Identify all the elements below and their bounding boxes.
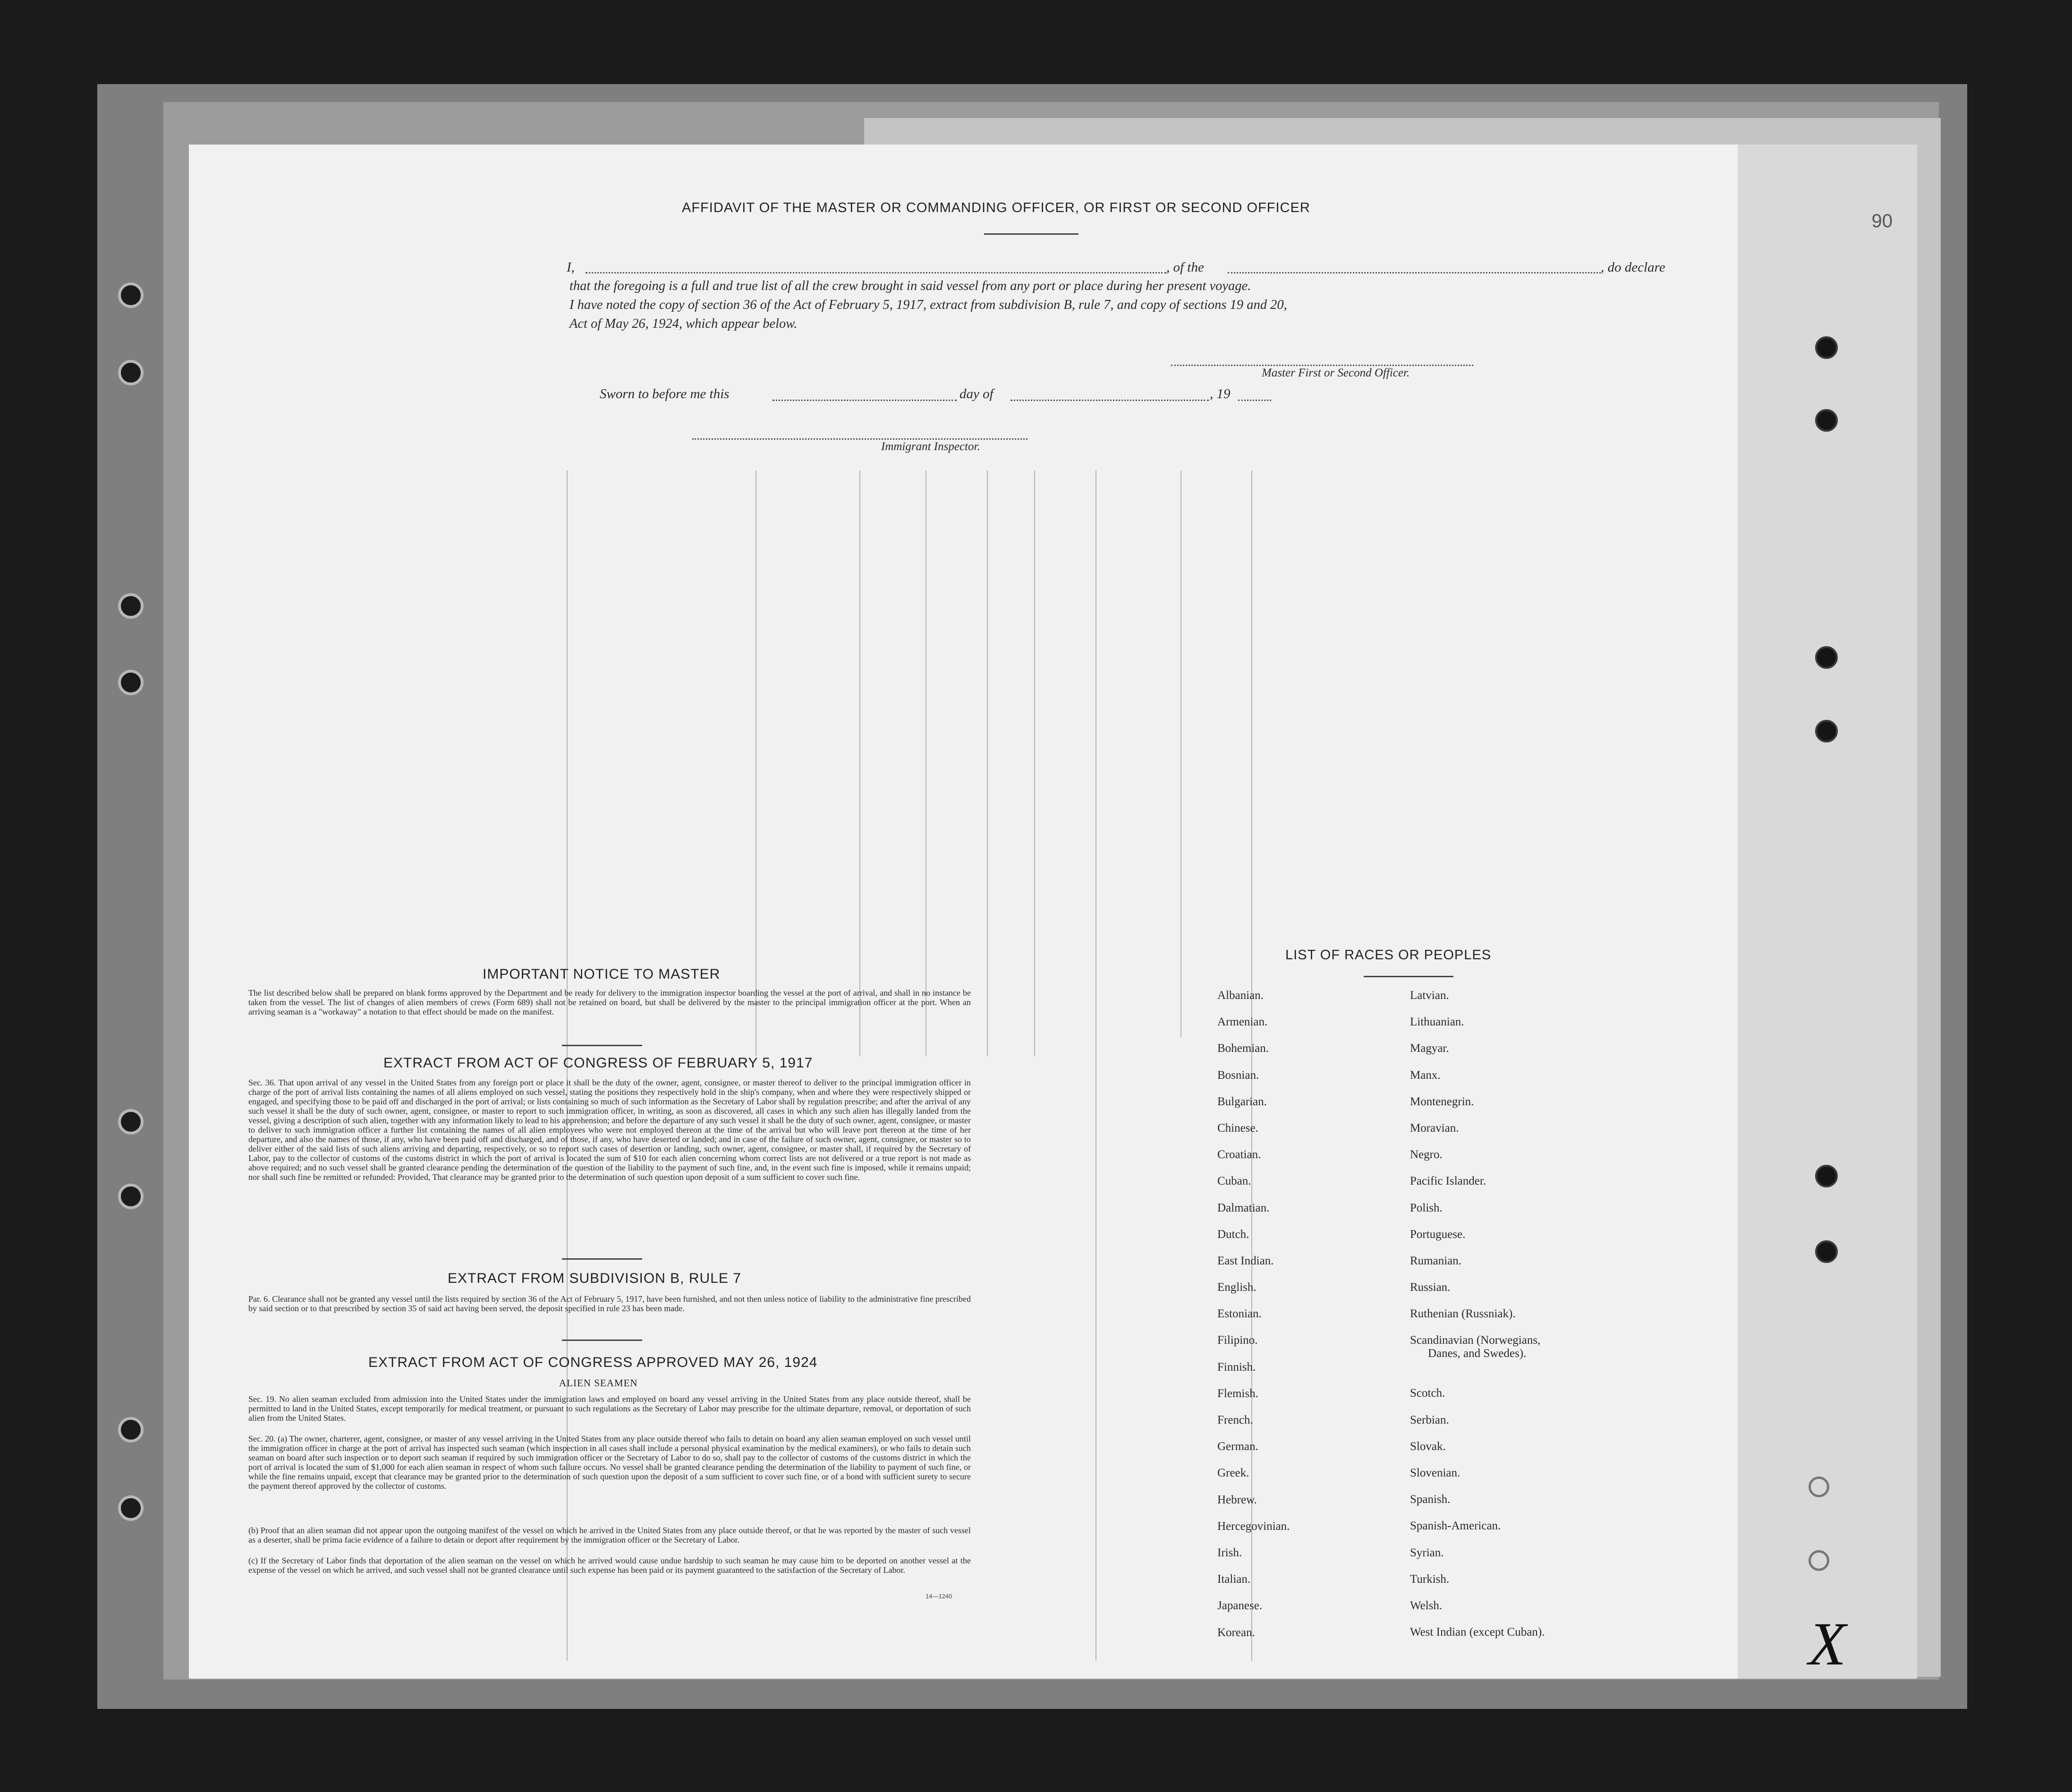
race-item: Estonian.	[1217, 1307, 1262, 1321]
punch-hole	[1815, 1165, 1838, 1187]
race-item: Finnish.	[1217, 1360, 1256, 1374]
affidavit-line-2: that the foregoing is a full and true list of all the crew brought in said vessel from any port or place during her present voyage.	[569, 279, 1251, 293]
races-column-2	[1410, 989, 1545, 1652]
race-item: Dalmatian.	[1217, 1201, 1270, 1214]
race-item: Slovak.	[1410, 1440, 1446, 1453]
affidavit-line-3: I have noted the copy of section 36 of the Act of February 5, 1917, extract from subdivision B, rule 7, and copy of sections 19 and 20,	[569, 298, 1287, 312]
race-item: Bosnian.	[1217, 1068, 1259, 1082]
race-item: Hercegovinian.	[1217, 1519, 1290, 1533]
race-item: Spanish.	[1410, 1493, 1451, 1506]
race-item: Serbian.	[1410, 1413, 1449, 1426]
extract-rule7-text: Par. 6. Clearance shall not be granted any vessel until the lists required by section 36 of the Act of February 5, 1917, have been furnished, and not then unless notice of liability to the administrative fine prescribed by said section or to that prescribed by section 35 of said act having been served, the deposit specified in rule 23 has been made.	[248, 1294, 971, 1313]
punch-hole	[118, 282, 144, 308]
punch-hole	[118, 1109, 144, 1135]
race-item: Dutch.	[1217, 1228, 1249, 1241]
sworn-month-blank[interactable]	[1011, 400, 1209, 401]
handwritten-mark: X	[1809, 1610, 1846, 1678]
race-item: Flemish.	[1217, 1387, 1258, 1400]
punch-hole	[1815, 720, 1838, 742]
year-label: , 19	[1210, 386, 1231, 401]
affidavit-title-rule	[984, 233, 1078, 235]
extract-1917-title: EXTRACT FROM ACT OF CONGRESS OF FEBRUARY 5, 1917	[383, 1055, 813, 1071]
affidavit-of-the: , of the	[1166, 260, 1204, 275]
bleed-through-column	[1738, 145, 1917, 1679]
column-line	[859, 470, 860, 1056]
notice-rule	[562, 1045, 642, 1046]
race-item: West Indian (except Cuban).	[1410, 1626, 1545, 1639]
race-item: Bohemian.	[1217, 1042, 1269, 1055]
race-item: English.	[1217, 1281, 1257, 1294]
race-item: Ruthenian (Russniak).	[1410, 1307, 1516, 1321]
race-item: Montenegrin.	[1410, 1095, 1474, 1108]
notice-title: IMPORTANT NOTICE TO MASTER	[483, 966, 721, 982]
race-item: Greek.	[1217, 1467, 1249, 1480]
race-item: Scotch.	[1410, 1387, 1445, 1400]
race-item: Turkish.	[1410, 1572, 1450, 1586]
race-item: Rumanian.	[1410, 1254, 1462, 1267]
race-item: Irish.	[1217, 1546, 1242, 1559]
race-item: Hebrew.	[1217, 1493, 1257, 1506]
column-line	[987, 470, 988, 1056]
extract-1924-sec20a: Sec. 20. (a) The owner, charterer, agent, consignee, or master of any vessel arriving in the United States from any place outside thereof who fails to detain on board any alien seaman employed on such vessel until the immigration officer in charge at the port of arrival has inspected such seaman (which inspection in all cases shall include a personal physical examination by the medical examiners), or who fails to detain such seaman on board after such inspection or to deport such seaman if required by such immigration officer or the Secretary of Labor to do so, shall pay to the collector of customs of the customs district in which the port of arrival is located the sum of $1,000 for each alien seaman in respect of whom such failure occurs. No vessel shall be granted clearance pending the determination of the liability to payment of such fine, or while the fine remains unpaid, except that clearance may be granted prior to the determination of such question upon the deposit of a sum sufficient to cover such fine, or of a bond with sufficient surety to secure the payment thereof approved by the collector of customs.	[248, 1434, 971, 1491]
page-number: 90	[1871, 211, 1893, 231]
races-title-rule	[1364, 976, 1453, 977]
race-item: Armenian.	[1217, 1015, 1268, 1029]
race-item: Negro.	[1410, 1148, 1443, 1161]
punch-hole	[1809, 1476, 1829, 1497]
affidavit-title: AFFIDAVIT OF THE MASTER OR COMMANDING OFFICER, OR FIRST OR SECOND OFFICER	[682, 200, 1310, 215]
extract-1924-sec20b: (b) Proof that an alien seaman did not appear upon the outgoing manifest of the vessel on which he arrived in the United States from any place outside thereof, or that he was reported by the master of such vessel as a deserter, shall be prima facie evidence of a failure to detain or deport after requirement by the immigration officer or the Secretary of Labor.	[248, 1526, 971, 1545]
inspector-signature-line[interactable]	[692, 438, 1028, 440]
race-item: German.	[1217, 1440, 1258, 1453]
inspector-label: Immigrant Inspector.	[881, 440, 980, 453]
sworn-day-blank[interactable]	[773, 400, 957, 401]
race-item: Slovenian.	[1410, 1467, 1461, 1479]
column-line	[1095, 470, 1096, 1661]
race-item-continuation: Danes, and Swedes).	[1428, 1347, 1527, 1360]
punch-hole	[1815, 409, 1838, 432]
name-blank[interactable]	[586, 272, 1166, 273]
extract-1924-sec19: Sec. 19. No alien seaman excluded from admission into the United States under the immigration laws and employed on board any vessel arriving in the United States from any place outside thereof, shall be permitted to land in the United States, except temporarily for medical treatment, or pursuant to such regulations as the Secretary of Labor may prescribe for the ultimate departure, removal, or deportation of such alien from the United States.	[248, 1394, 971, 1423]
race-item: Polish.	[1410, 1201, 1443, 1214]
race-item: Italian.	[1217, 1573, 1251, 1586]
extract-1924-subtitle: ALIEN SEAMEN	[559, 1377, 638, 1389]
vessel-blank[interactable]	[1228, 272, 1601, 273]
race-item: Filipino.	[1217, 1334, 1258, 1347]
column-line	[1180, 470, 1181, 1037]
master-signature-label: Master First or Second Officer.	[1262, 367, 1410, 379]
punch-hole	[1815, 336, 1838, 359]
affidavit-i: I,	[567, 260, 575, 275]
race-item: Albanian.	[1217, 989, 1264, 1002]
race-item: Cuban.	[1217, 1175, 1251, 1188]
race-item: Croatian.	[1217, 1148, 1261, 1161]
sworn-label: Sworn to before me this	[600, 386, 730, 401]
document-page	[189, 145, 1917, 1679]
race-item: Spanish-American.	[1410, 1519, 1501, 1533]
punch-hole	[118, 1417, 144, 1442]
master-signature-line[interactable]	[1171, 365, 1473, 366]
affidavit-declare: , do declare	[1601, 260, 1665, 275]
race-item: Pacific Islander.	[1410, 1175, 1486, 1188]
extract-rule7-title: EXTRACT FROM SUBDIVISION B, RULE 7	[448, 1271, 741, 1286]
race-item: Japanese.	[1217, 1599, 1263, 1613]
punch-hole	[118, 670, 144, 695]
race-item: Moravian.	[1410, 1121, 1459, 1135]
race-item: Manx.	[1410, 1068, 1441, 1082]
punch-hole	[118, 1184, 144, 1209]
extract-1924-sec20c: (c) If the Secretary of Labor finds that deportation of the alien seaman on the vessel on which he arrived would cause undue hardship to such seaman he may cause him to be deported on another vessel at the expense of the vessel on which he arrived, and such vessel shall not be granted clearance until such expense has been paid or its payment guaranteed to the satisfaction of the Secretary of Labor.	[248, 1556, 971, 1575]
race-item: Portuguese.	[1410, 1228, 1466, 1241]
punch-hole	[1809, 1550, 1829, 1571]
races-column-1	[1217, 989, 1290, 1653]
day-of-label: day of	[960, 386, 994, 401]
column-line	[1034, 470, 1035, 1056]
race-item: Magyar.	[1410, 1042, 1449, 1055]
race-item: East Indian.	[1217, 1254, 1274, 1267]
extract-rule7-rule	[562, 1340, 642, 1341]
race-item: Syrian.	[1410, 1546, 1444, 1559]
extract-1917-text: Sec. 36. That upon arrival of any vessel in the United States from any foreign port or place it shall be the duty of the owner, agent, consignee, or master thereof to deliver to the principal immigration officer in charge of the port of arrival lists containing the names of all aliens employed on such vessel, stating the positions they respectively hold in the ship's company, when and where they were respectively shipped or engaged, and specifying those to be paid off and discharged in the port of arrival; or lists containing so much of such information as the Secretary of Labor shall by regulation prescribe; and after the arrival of any such vessel it shall be the duty of such owner, agent, consignee, or master to report to such immigration officer, in writing, as soon as discovered, all cases in which any such alien has illegally landed from the vessel, giving a description of such alien, together with any information likely to lead to his apprehension; and before the departure of any such vessel it shall be the duty of such owner, agent, consignee, or master to deliver to such immigration officer a further list containing the names of all alien employees who were not employed thereon at the time of the arrival but who will leave port thereon at the time of her departure, and also the names of those, if any, who have been paid off and discharged, and of those, if any, who have deserted or landed; and in case of the failure of such owner, agent, consignee, or master so to deliver either of the said lists of such aliens arriving and departing, respectively, or so to report such cases of desertion or landing, such owner, agent, consignee, or master shall, if required by the Secretary of Labor, pay to the collector of customs of the customs district in which the port of arrival is located the sum of $10 for each alien concerning whom correct lists are not delivered or a true report is not made as above required; and no such vessel shall be granted clearance pending the determination of the question of the liability to the payment of such fine, and, in the event such fine is imposed, while it remains unpaid; nor shall such fine be remitted or refunded: Provided, That clearance may be granted prior to the determination of such question upon deposit of a sum sufficient to cover such fine.	[248, 1078, 971, 1182]
race-item: Korean.	[1217, 1626, 1255, 1639]
punch-hole	[118, 360, 144, 385]
notice-text: The list described below shall be prepared on blank forms approved by the Department and be ready for delivery to the immigration inspector boarding the vessel at the port of arrival, and shall in no instance be taken from the vessel. The list of changes of alien members of crews (Form 689) shall not be retained on board, but shall be delivered by the master to the principal immigration officer at the port. When an arriving seaman is a "workaway" a notation to that effect should be made on the manifest.	[248, 988, 971, 1016]
race-item: Scandinavian (Norwegians,	[1410, 1334, 1541, 1347]
punch-hole	[118, 593, 144, 619]
sworn-year-blank[interactable]	[1238, 400, 1271, 401]
punch-hole	[118, 1495, 144, 1521]
race-item: Welsh.	[1410, 1599, 1443, 1612]
race-item: Latvian.	[1410, 989, 1449, 1002]
punch-hole	[1815, 1240, 1838, 1263]
form-number: 14—1240	[926, 1593, 952, 1600]
races-title: LIST OF RACES OR PEOPLES	[1285, 947, 1492, 963]
punch-hole	[1815, 646, 1838, 669]
extract-1924-title: EXTRACT FROM ACT OF CONGRESS APPROVED MAY 26, 1924	[368, 1355, 818, 1370]
race-item: French.	[1217, 1414, 1253, 1426]
extract-1917-rule	[562, 1258, 642, 1260]
race-item: Bulgarian.	[1217, 1095, 1267, 1108]
race-item: Chinese.	[1217, 1121, 1258, 1135]
race-item: Russian.	[1410, 1281, 1451, 1294]
affidavit-line-4: Act of May 26, 1924, which appear below.	[569, 316, 798, 331]
race-item: Lithuanian.	[1410, 1015, 1464, 1029]
